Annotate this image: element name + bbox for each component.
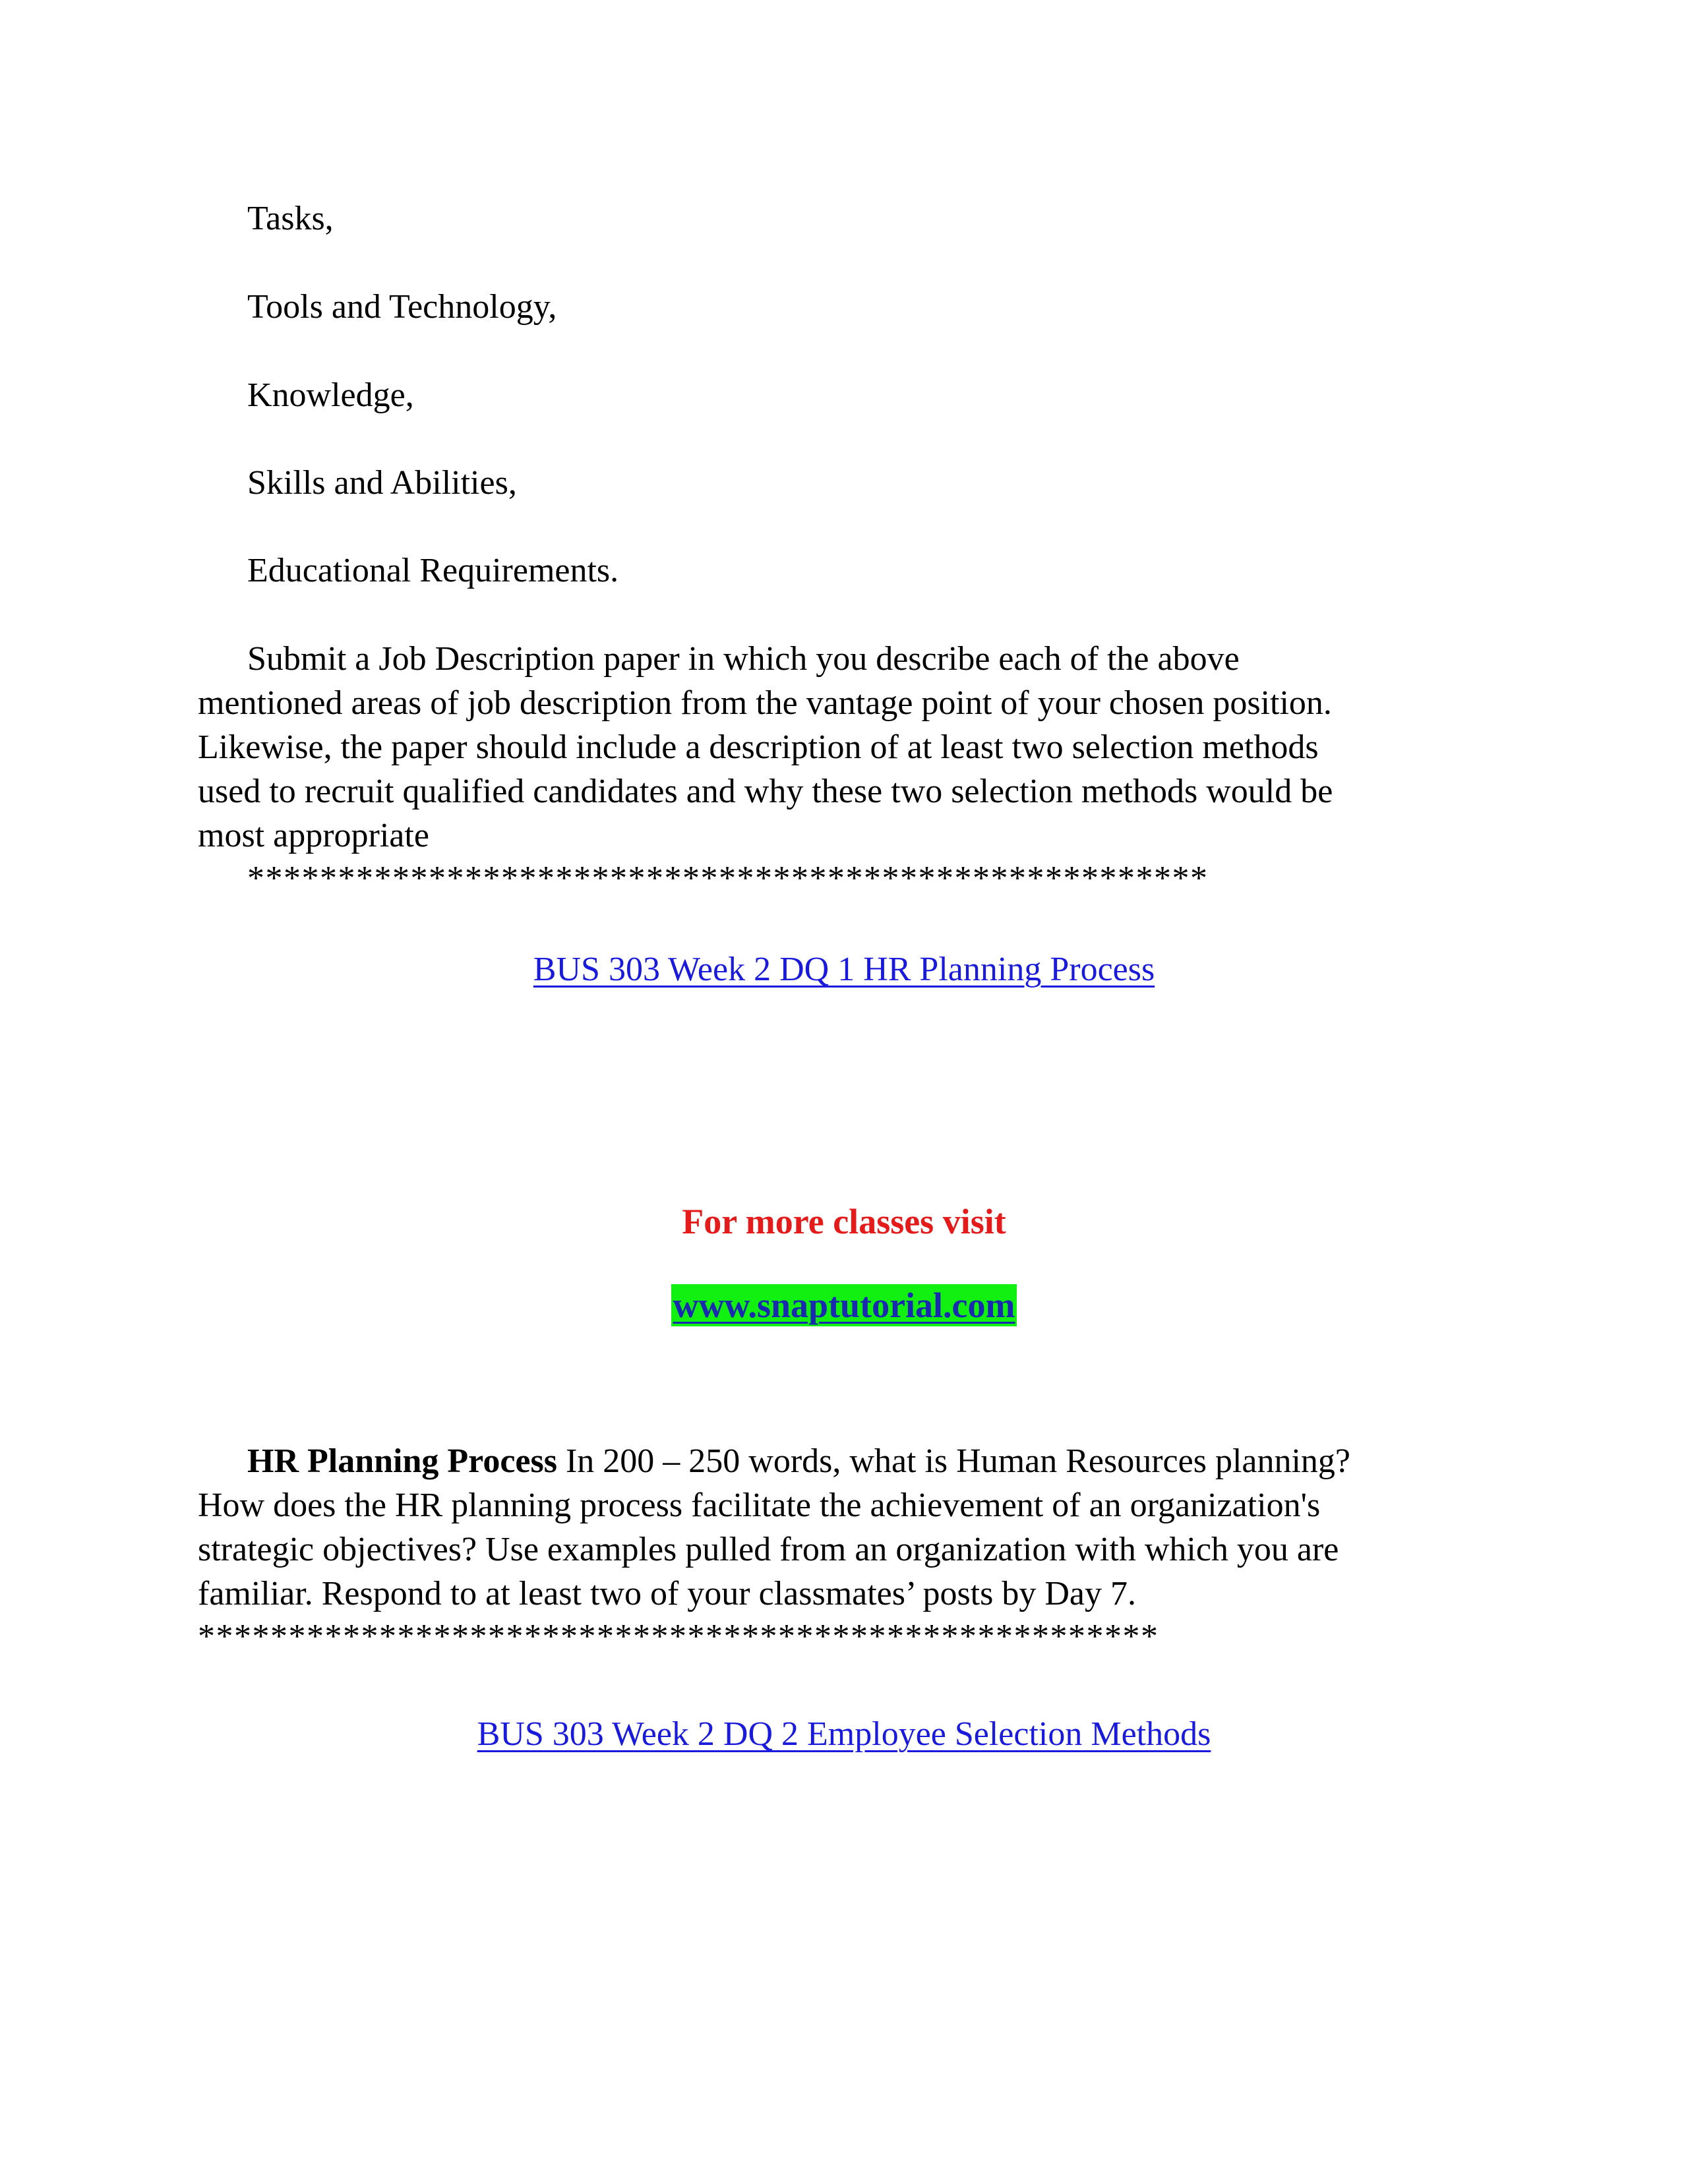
hr-planning-line-2: How does the HR planning process facilitate the achievement of an organization's [198, 1487, 1321, 1524]
list-item-knowledge: Knowledge, [247, 376, 414, 414]
link-dq1-hr-planning[interactable]: BUS 303 Week 2 DQ 1 HR Planning Process [533, 951, 1155, 988]
hr-planning-line-1-text: In 200 – 250 words, what is Human Resources planning? [557, 1442, 1351, 1480]
assignment-line-5: most appropriate [198, 817, 429, 854]
hr-planning-line-1 [247, 1439, 1350, 1483]
list-item-skills: Skills and Abilities, [247, 464, 517, 502]
assignment-line-1: Submit a Job Description paper in which you describe each of the above [247, 640, 1240, 678]
promo-site-wrapper [0, 1284, 1688, 1326]
link-dq2-employee-selection[interactable]: BUS 303 Week 2 DQ 2 Employee Selection Methods [477, 1715, 1211, 1753]
assignment-line-4: used to recruit qualified candidates and why these two selection methods would be [198, 773, 1333, 810]
promo-site-link[interactable]: www.snaptutorial.com [673, 1285, 1015, 1325]
promo-title: For more classes visit [682, 1202, 1006, 1241]
assignment-line-3: Likewise, the paper should include a description of at least two selection methods [198, 728, 1319, 766]
hr-planning-heading: HR Planning Process [247, 1442, 557, 1480]
separator-stars-2: ***************************************************** [198, 1618, 1159, 1655]
separator-stars-1: ***************************************************** [247, 860, 1209, 897]
list-item-education: Educational Requirements. [247, 552, 619, 589]
list-item-tasks: Tasks, [247, 200, 334, 237]
list-item-tools: Tools and Technology, [247, 288, 557, 326]
assignment-line-2: mentioned areas of job description from the vantage point of your chosen position. [198, 684, 1332, 722]
hr-planning-line-4: familiar. Respond to at least two of your classmates’ posts by Day 7. [198, 1575, 1136, 1612]
hr-planning-line-3: strategic objectives? Use examples pulled from an organization with which you are [198, 1531, 1339, 1568]
